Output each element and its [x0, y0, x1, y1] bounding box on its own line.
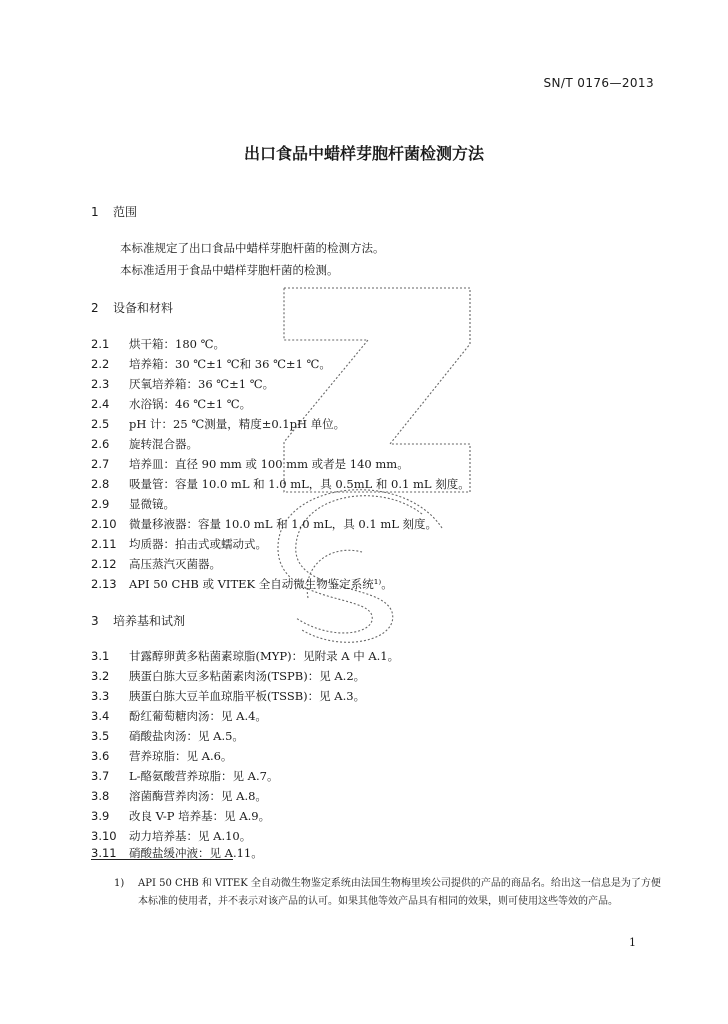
- item-text: API 50 CHB 或 VITEK 全自动微生物鉴定系统¹⁾。: [129, 577, 393, 591]
- item-text: pH 计：25 ℃测量，精度±0.1pH 单位。: [129, 417, 346, 431]
- item-number: 3.11: [91, 846, 117, 860]
- reagent-item: [91, 808, 270, 824]
- item-text: 厌氧培养箱：36 ℃±1 ℃。: [129, 377, 275, 391]
- item-number: 2.9: [91, 497, 110, 511]
- page-number: 1: [629, 936, 636, 949]
- item-text: 显微镜。: [129, 497, 175, 511]
- scope-paragraph: 本标准规定了出口食品中蜡样芽胞杆菌的检测方法。: [120, 241, 385, 255]
- item-number: 3.7: [91, 769, 110, 783]
- equipment-item: [91, 336, 225, 352]
- reagent-item: [91, 828, 251, 844]
- equipment-item: [91, 396, 251, 412]
- equipment-item: [91, 416, 345, 432]
- equipment-item: [91, 476, 470, 492]
- watermark-stamp: [272, 282, 482, 664]
- item-text: 硝酸盐肉汤：见 A.5。: [129, 729, 244, 743]
- section-3-heading: [91, 612, 185, 629]
- item-text: 动力培养基：见 A.10。: [129, 829, 252, 843]
- item-text: 吸量管：容量 10.0 mL 和 1.0 mL，具 0.5mL 和 0.1 mL 刻度。: [129, 477, 470, 491]
- item-text: 烘干箱：180 ℃。: [129, 337, 225, 351]
- item-number: 2.13: [91, 577, 117, 591]
- reagent-item: [91, 768, 278, 784]
- item-text: L-酪氨酸营养琼脂：见 A.7。: [129, 769, 279, 783]
- item-number: 2.10: [91, 517, 117, 531]
- item-text: 营养琼脂：见 A.6。: [129, 749, 233, 763]
- item-text: 酚红葡萄糖肉汤：见 A.4。: [129, 709, 267, 723]
- equipment-item: [91, 456, 409, 472]
- item-number: 2.3: [91, 377, 110, 391]
- reagent-item: [91, 748, 232, 764]
- item-number: 2.4: [91, 397, 110, 411]
- item-text: 培养箱：30 ℃±1 ℃和 36 ℃±1 ℃。: [129, 357, 331, 371]
- scope-paragraph: 本标准适用于食品中蜡样芽胞杆菌的检测。: [120, 263, 339, 277]
- item-number: 3.10: [91, 829, 117, 843]
- equipment-item: [91, 496, 175, 512]
- reagent-item: [91, 648, 399, 664]
- section-title: 范围: [113, 205, 138, 219]
- item-text: 微量移液器：容量 10.0 mL 和 1.0 mL，具 0.1 mL 刻度。: [129, 517, 438, 531]
- item-number: 3.6: [91, 749, 110, 763]
- equipment-item: [91, 376, 274, 392]
- equipment-item: [91, 516, 437, 532]
- item-text: 旋转混合器。: [129, 437, 198, 451]
- item-number: 2.8: [91, 477, 110, 491]
- footnote: [114, 875, 662, 911]
- footnote-text: API 50 CHB 和 VITEK 全自动微生物鉴定系统由法国生物梅里埃公司提供的产品的商品名。给出这一信息是为了方便本标准的使用者，并不表示对该产品的认可。如果其他等效产品具有相同的效果，则可使用这些等效的产品。: [138, 878, 661, 907]
- item-text: 甘露醇卵黄多粘菌素琼脂(MYP)：见附录 A 中 A.1。: [129, 649, 400, 663]
- item-number: 2.6: [91, 437, 110, 451]
- item-text: 胰蛋白胨大豆多粘菌素肉汤(TSPB)：见 A.2。: [129, 669, 366, 683]
- item-text: 高压蒸汽灭菌器。: [129, 557, 221, 571]
- item-number: 3.9: [91, 809, 110, 823]
- equipment-item: [91, 536, 267, 552]
- item-text: 改良 V-P 培养基：见 A.9。: [129, 809, 271, 823]
- reagent-item: [91, 708, 267, 724]
- footnote-rule: [91, 859, 233, 860]
- footnote-mark: 1): [114, 878, 125, 889]
- equipment-item: [91, 436, 198, 452]
- item-number: 2.2: [91, 357, 110, 371]
- section-number: 1: [91, 205, 99, 219]
- reagent-item: [91, 788, 267, 804]
- item-number: 2.12: [91, 557, 117, 571]
- item-text: 胰蛋白胨大豆羊血琼脂平板(TSSB)：见 A.3。: [129, 689, 366, 703]
- reagent-item: [91, 728, 244, 744]
- item-text: 水浴锅：46 ℃±1 ℃。: [129, 397, 252, 411]
- section-number: 3: [91, 614, 99, 628]
- item-number: 3.8: [91, 789, 110, 803]
- item-number: 2.5: [91, 417, 110, 431]
- item-text: 硝酸盐缓冲液：见 A.11。: [129, 846, 263, 860]
- section-title: 设备和材料: [113, 301, 174, 315]
- reagent-item: [91, 668, 365, 684]
- item-number: 3.2: [91, 669, 110, 683]
- standard-code: SN/T 0176—2013: [543, 76, 654, 90]
- section-title: 培养基和试剂: [113, 614, 186, 628]
- page-title: 出口食品中蜡样芽胞杆菌检测方法: [243, 144, 484, 163]
- equipment-item: [91, 356, 331, 372]
- item-number: 2.1: [91, 337, 110, 351]
- section-number: 2: [91, 301, 99, 315]
- item-number: 3.1: [91, 649, 110, 663]
- item-text: 均质器：拍击式或蠕动式。: [129, 537, 267, 551]
- item-number: 2.7: [91, 457, 110, 471]
- item-text: 培养皿：直径 90 mm 或 100 mm 或者是 140 mm。: [129, 457, 409, 471]
- item-text: 溶菌酶营养肉汤：见 A.8。: [129, 789, 267, 803]
- equipment-item: [91, 576, 393, 592]
- section-1-heading: [91, 203, 137, 220]
- item-number: 3.4: [91, 709, 110, 723]
- item-number: 2.11: [91, 537, 117, 551]
- item-number: 3.5: [91, 729, 110, 743]
- section-2-heading: [91, 299, 173, 316]
- equipment-item: [91, 556, 221, 572]
- item-number: 3.3: [91, 689, 110, 703]
- reagent-item: [91, 688, 365, 704]
